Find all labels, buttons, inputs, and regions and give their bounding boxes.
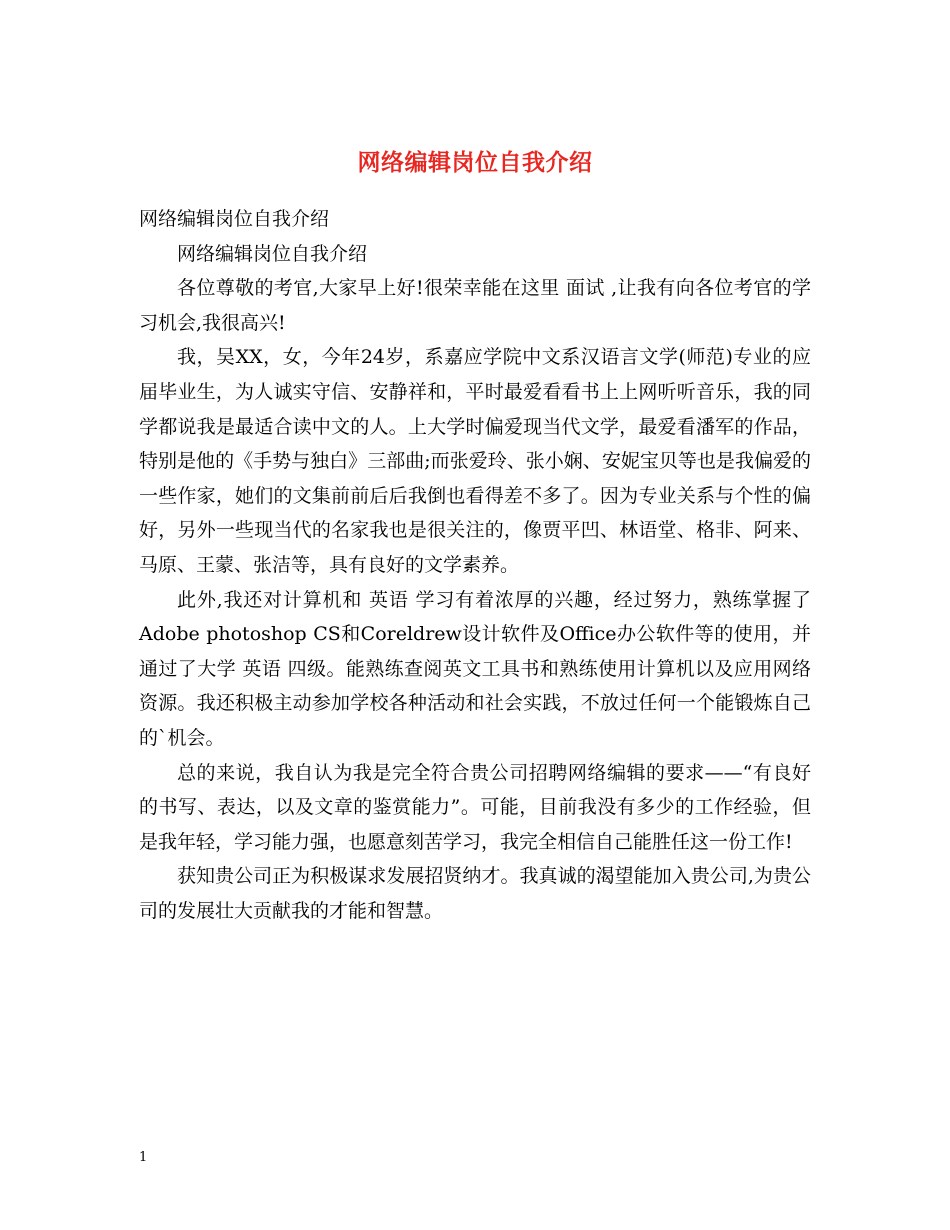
document-body (139, 202, 811, 928)
paragraph-closing: 获知贵公司正为积极谋求发展招贤纳才。我真诚的渴望能加入贵公司,为贵公司的发展壮大贡献我的才能和智慧。 (139, 865, 811, 922)
paragraph-subheading: 网络编辑岗位自我介绍 (177, 242, 368, 265)
paragraph-greeting: 各位尊敬的考官,大家早上好!很荣幸能在这里 面试 ,让我有向各位考官的学习机会,我很高兴! (139, 277, 811, 334)
document-title: 网络编辑岗位自我介绍 (357, 149, 593, 177)
paragraph-background: 我，吴XX，女，今年24岁，系嘉应学院中文系汉语言文学(师范)专业的应届毕业生，为人诚实守信、安静祥和，平时最爱看看书上上网听听音乐，我的同学都说我是最适合读中文的人。上大学时偏爱现当代文学，最爱看潘军的作品，特别是他的《手势与独白》三部曲;而张爱玲、张小娴、安妮宝贝等也是我偏爱的一些作家，她们的文集前前后后我倒也看得差不多了。因为专业关系与个性的偏好，另外一些现当代的名家我也是很关注的，像贾平凹、林语堂、格非、阿来、马原、王蒙、张洁等，具有良好的文学素养。 (139, 346, 811, 576)
paragraph-summary: 总的来说，我自认为我是完全符合贵公司招聘网络编辑的要求——“有良好的书写、表达，以及文章的鉴赏能力”。可能，目前我没有多少的工作经验，但是我年轻，学习能力强，也愿意刻苦学习，我完全相信自己能胜任这一份工作! (139, 761, 811, 853)
paragraph-skills: 此外,我还对计算机和 英语 学习有着浓厚的兴趣，经过努力，熟练掌握了Adobe photoshop CS和Coreldrew设计软件及Office办公软件等的使用，并通过了大学 英语 四级。能熟练查阅英文工具书和熟练使用计算机以及应用网络资源。我还积极主动参加学校各种活动和社会实践，不放过任何一个能锻炼自己的`机会。 (139, 588, 811, 749)
page-number: 1 (139, 1150, 148, 1165)
paragraph-heading: 网络编辑岗位自我介绍 (139, 208, 330, 230)
